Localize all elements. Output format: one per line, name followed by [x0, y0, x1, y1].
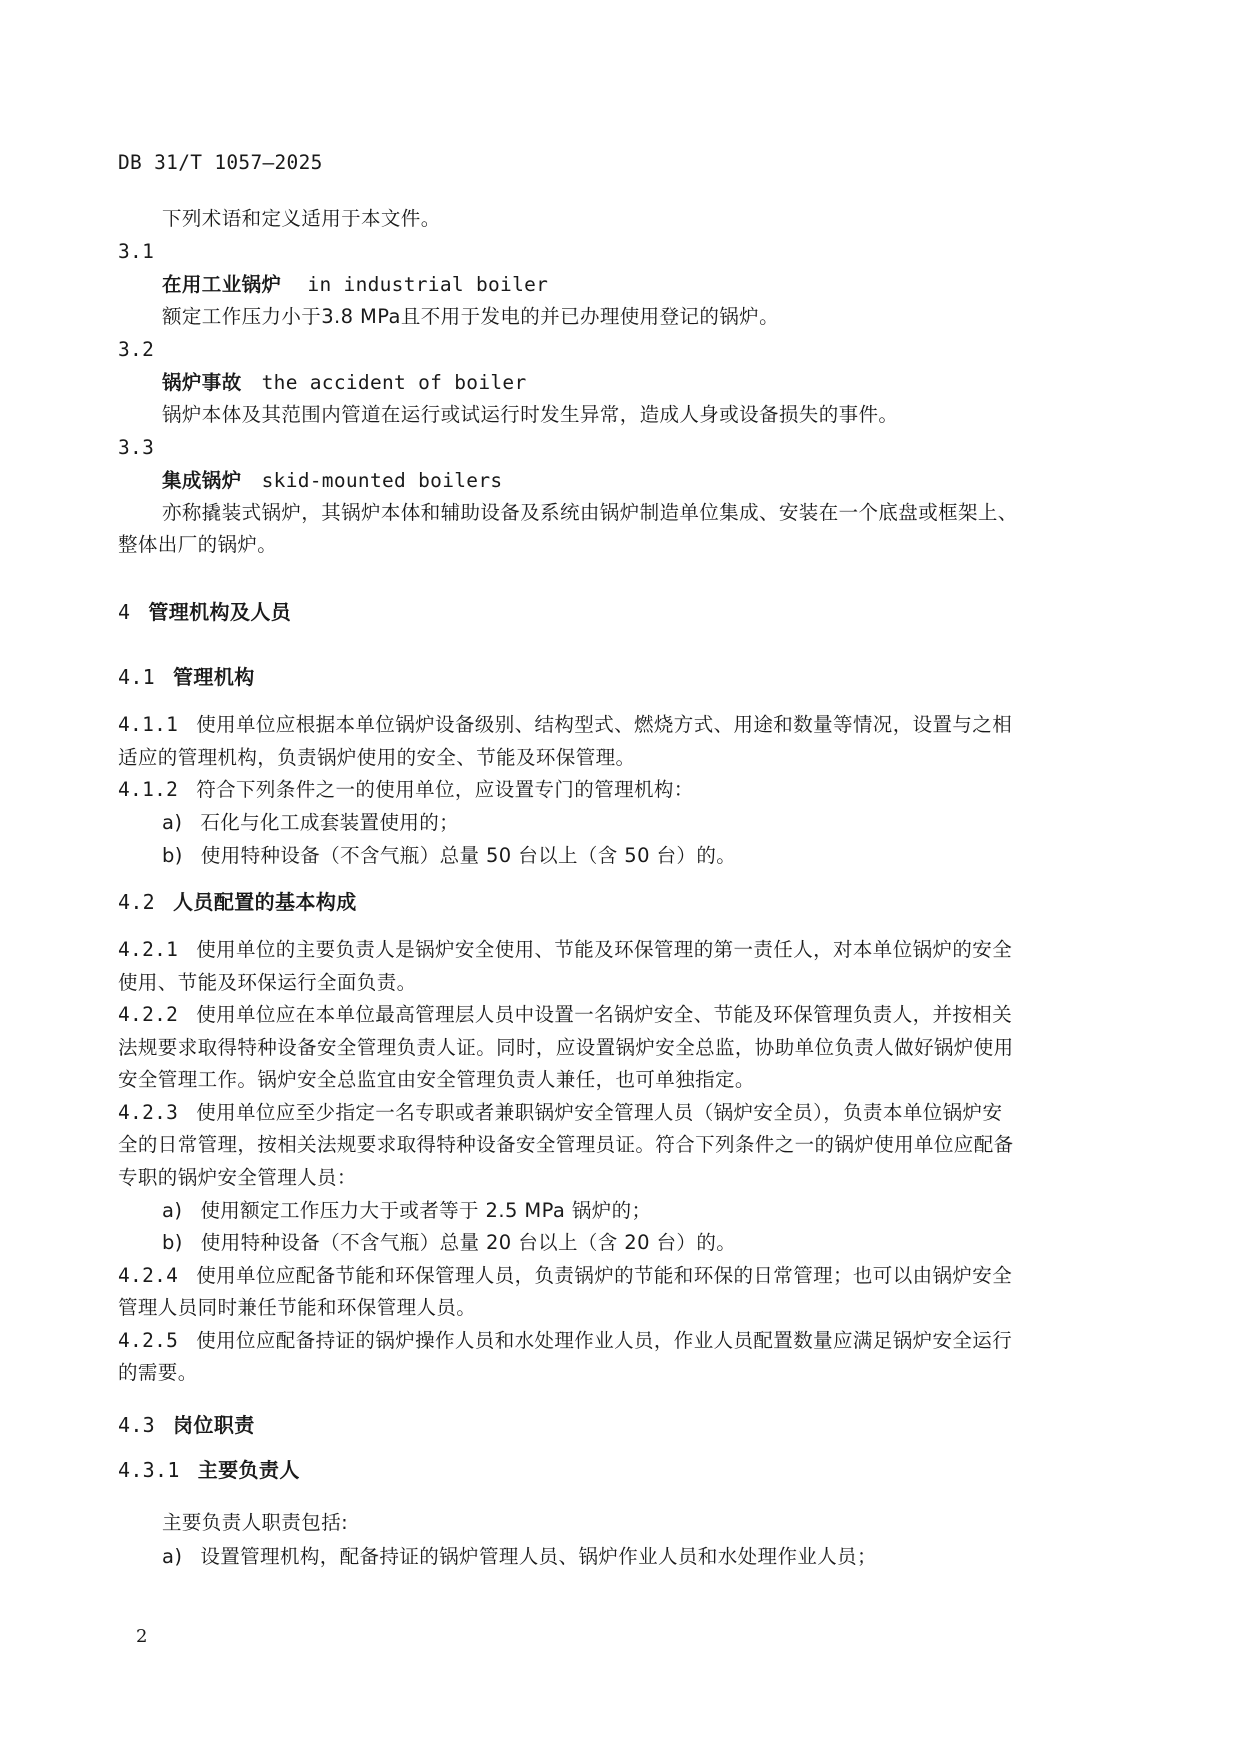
term-definition: 锅炉本体及其范围内管道在运行或试运行时发生异常，造成人身或设备损失的事件。 [162, 403, 899, 426]
term-en: in industrial boiler [307, 273, 549, 296]
list-text: 使用额定工作压力大于或者等于 2.5 MPa 锅炉的； [200, 1199, 652, 1222]
clause-line [118, 1328, 1012, 1354]
clause-line [118, 1263, 1012, 1289]
clause-line: 使用、节能及环保运行全面负责。 [118, 971, 417, 994]
subsubsection-title: 主要负责人 [197, 1458, 300, 1482]
subsection-title: 岗位职责 [173, 1413, 255, 1437]
term-heading [162, 370, 527, 396]
clause-text: 使用单位的主要负责人是锅炉安全使用、节能及环保管理的第一责任人，对本单位锅炉的安全 [196, 938, 1013, 961]
list-marker: a) [162, 1545, 183, 1568]
list-marker: b) [162, 844, 183, 867]
clause-line: 适应的管理机构，负责锅炉使用的安全、节能及环保管理。 [118, 746, 636, 769]
clause-text: 使用单位应至少指定一名专职或者兼职锅炉安全管理人员（锅炉安全员），负责本单位锅炉安 [196, 1101, 1003, 1124]
clause-line [118, 937, 1012, 963]
clause-line [118, 777, 694, 803]
clause-line [118, 1100, 1002, 1126]
clause-number: 4.1.2 [118, 778, 179, 801]
clause-line: 的需要。 [118, 1361, 198, 1384]
clause-number: 4.2.5 [118, 1329, 179, 1352]
term-en: skid-mounted boilers [261, 469, 503, 492]
list-marker: a) [162, 1199, 183, 1222]
section-heading [118, 599, 291, 625]
subsection-heading [118, 664, 255, 690]
subsubsection-number: 4.3.1 [118, 1458, 180, 1482]
list-text: 设置管理机构，配备持证的锅炉管理人员、锅炉作业人员和水处理作业人员； [200, 1545, 877, 1568]
clause-line [118, 712, 1012, 738]
clause-number: 4.2.1 [118, 938, 179, 961]
subsection-heading [118, 889, 357, 915]
term-zh: 锅炉事故 [162, 371, 242, 394]
clause-text: 使用单位应配备节能和环保管理人员，负责锅炉的节能和环保的日常管理；也可以由锅炉安全 [196, 1264, 1013, 1287]
clause-line: 安全管理工作。锅炉安全总监宜由安全管理负责人兼任，也可单独指定。 [118, 1068, 755, 1091]
list-marker: a) [162, 811, 183, 834]
subsubsection-heading [118, 1457, 300, 1483]
subsection-number: 4.3 [118, 1413, 156, 1437]
clause-text: 符合下列条件之一的使用单位，应设置专门的管理机构： [196, 778, 694, 801]
clause-text: 使用位应配备持证的锅炉操作人员和水处理作业人员，作业人员配置数量应满足锅炉安全运行 [196, 1329, 1013, 1352]
clause-number: 4.2.3 [118, 1101, 179, 1124]
term-number: 3.1 [118, 240, 155, 263]
term-zh: 在用工业锅炉 [162, 273, 282, 296]
term-definition: 亦称撬装式锅炉，其锅炉本体和辅助设备及系统由锅炉制造单位集成、安装在一个底盘或框架上、 [162, 501, 1018, 524]
subsection-number: 4.2 [118, 890, 156, 914]
clause-text: 使用单位应根据本单位锅炉设备级别、结构型式、燃烧方式、用途和数量等情况，设置与之相 [196, 713, 1013, 736]
terms-intro: 下列术语和定义适用于本文件。 [162, 207, 441, 230]
list-text: 使用特种设备（不含气瓶）总量 50 台以上（含 50 台）的。 [200, 844, 737, 867]
list-item [162, 1544, 877, 1570]
clause-number: 4.2.4 [118, 1264, 179, 1287]
clause-line: 专职的锅炉安全管理人员： [118, 1166, 357, 1189]
subsection-title: 人员配置的基本构成 [173, 890, 357, 914]
subsection-heading [118, 1412, 255, 1438]
clause-text: 使用单位应在本单位最高管理层人员中设置一名锅炉安全、节能及环保管理负责人，并按相关 [196, 1003, 1013, 1026]
term-heading [162, 272, 548, 298]
list-text: 石化与化工成套装置使用的； [200, 811, 460, 834]
clause-line: 管理人员同时兼任节能和环保管理人员。 [118, 1296, 477, 1319]
list-item [162, 810, 459, 836]
subsection-number: 4.1 [118, 665, 156, 689]
list-text: 使用特种设备（不含气瓶）总量 20 台以上（含 20 台）的。 [200, 1231, 737, 1254]
clause-line: 全的日常管理，按相关法规要求取得特种设备安全管理员证。符合下列条件之一的锅炉使用单位应配备 [118, 1133, 1014, 1156]
duties-intro: 主要负责人职责包括: [162, 1511, 349, 1534]
subsection-title: 管理机构 [173, 665, 255, 689]
list-item [162, 843, 736, 869]
list-item [162, 1230, 736, 1256]
term-en: the accident of boiler [261, 371, 527, 394]
section-title: 管理机构及人员 [148, 600, 292, 624]
term-number: 3.3 [118, 436, 155, 459]
clause-number: 4.1.1 [118, 713, 179, 736]
page-number: 2 [136, 1626, 148, 1647]
section-number: 4 [118, 600, 131, 624]
term-heading [162, 468, 502, 494]
term-zh: 集成锅炉 [162, 469, 242, 492]
list-item [162, 1198, 651, 1224]
list-marker: b) [162, 1231, 183, 1254]
term-definition-continued: 整体出厂的锅炉。 [118, 533, 278, 556]
term-definition: 额定工作压力小于3.8 MPa且不用于发电的并已办理使用登记的锅炉。 [162, 305, 779, 328]
clause-number: 4.2.2 [118, 1003, 179, 1026]
doc-code-header: DB 31/T 1057—2025 [118, 151, 323, 174]
clause-line: 法规要求取得特种设备安全管理负责人证。同时，应设置锅炉安全总监，协助单位负责人做好锅炉使用 [118, 1036, 1014, 1059]
term-number: 3.2 [118, 338, 155, 361]
clause-line [118, 1002, 1012, 1028]
